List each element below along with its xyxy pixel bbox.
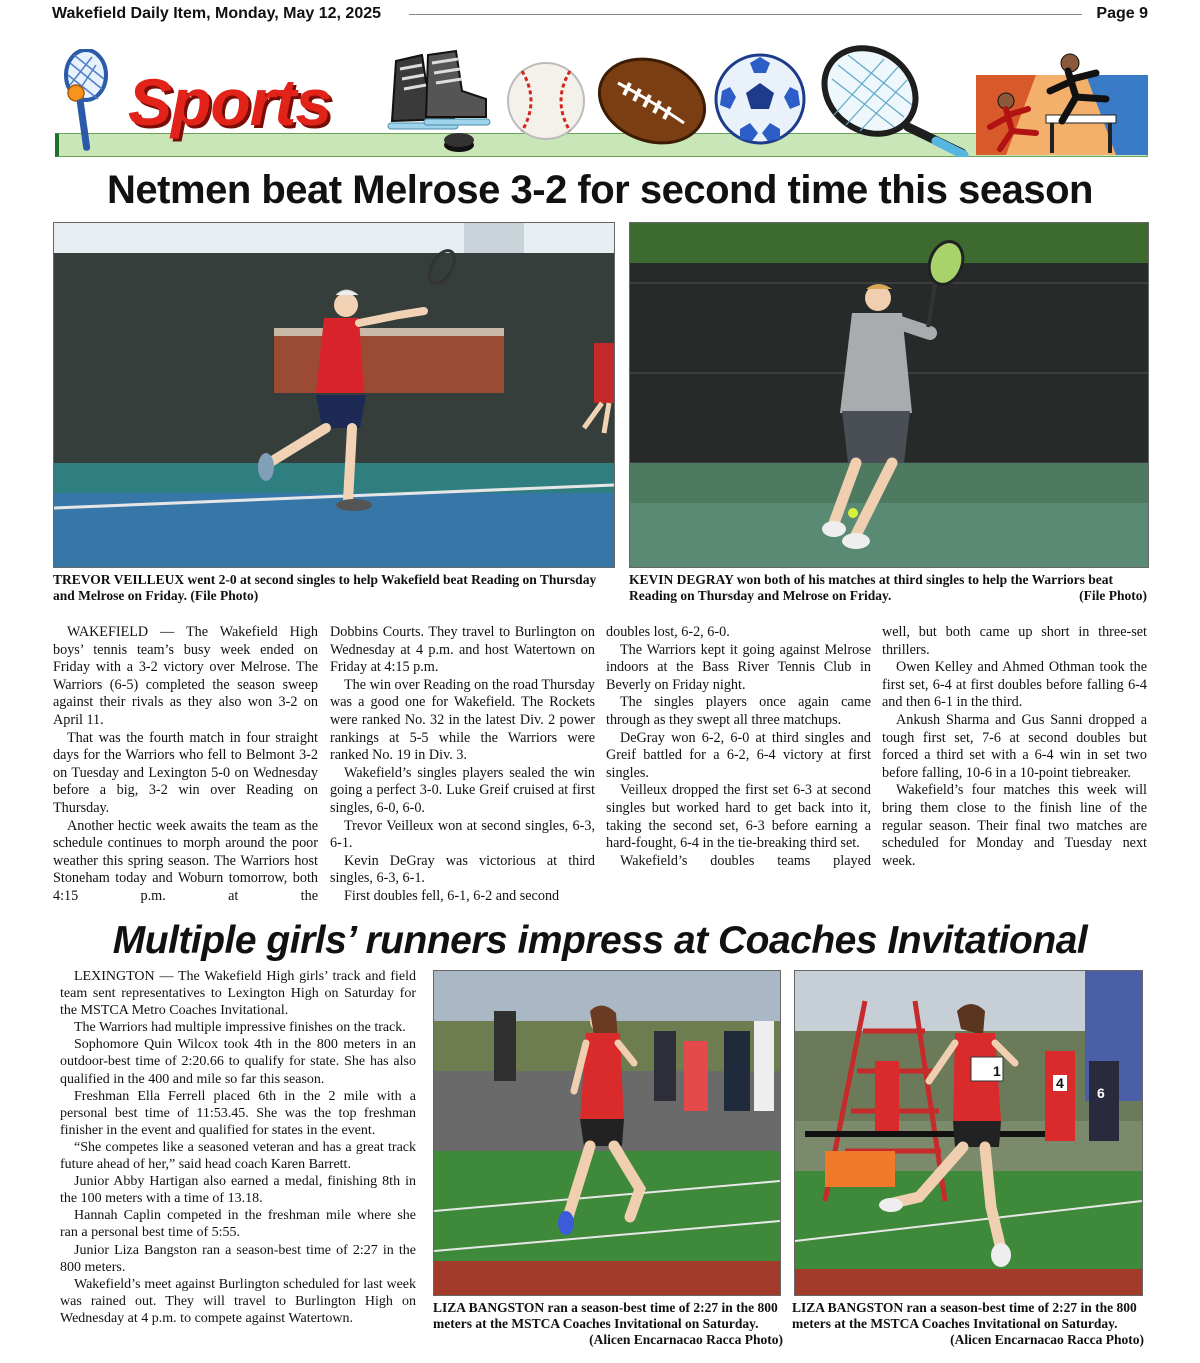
story1-column-2 (330, 624, 595, 906)
paragraph: Owen Kelley and Ahmed Othman took the first set, 6-4 at first doubles before falling 6-4 and then 6-1 in the third. (882, 659, 1147, 711)
story1-photo2-caption (629, 572, 1147, 604)
sports-banner (52, 45, 1148, 158)
story2-photo-bangston-2 (794, 970, 1143, 1296)
story2-photo1-credit: (Alicen Encarnacao Racca Photo) (589, 1332, 783, 1347)
publication-date: Wakefield Daily Item, Monday, May 12, 2025 (52, 5, 382, 22)
hockey-puck-icon (442, 131, 476, 153)
paragraph: That was the fourth match in four straight days for the Warriors who fell to Belmont 3-2 on Tuesday and Lexington 5-0 on Wednesday before a big, 3-2 win over Reading on Thursday. (53, 729, 318, 816)
football-icon (592, 45, 712, 157)
paragraph: Wakefield’s singles players sealed the win going a perfect 3-0. Luke Greif cruised at first singles, 6-0, 6-0. (330, 764, 595, 816)
story2-photo2-caption (792, 1300, 1144, 1348)
paragraph: Kevin DeGray was victorious at third singles, 6-3, 6-1. (330, 852, 595, 887)
story1-headline: Netmen beat Melrose 3-2 for second time this season (107, 168, 1093, 212)
story2-photo1-caption-text: LIZA BANGSTON ran a season-best time of 2:27 in the 800 meters at the MSTCA Coaches Invitational on Saturday. (433, 1300, 778, 1331)
soccer-ball-icon (712, 51, 808, 147)
paragraph: “She competes like a seasoned veteran and has a great track future ahead of her,” said head coach Karen Barrett. (60, 1139, 416, 1173)
paragraph: Freshman Ella Ferrell placed 6th in the 2 mile with a personal best time of 11:53.45. She was the top freshman finisher in the event and qualified for states in the event. (60, 1088, 416, 1138)
sports-section-title: Sports (128, 65, 332, 139)
bystander-bib-number: 6 (1097, 1085, 1105, 1101)
paragraph: First doubles fell, 6-1, 6-2 and second (344, 887, 560, 904)
folio-rule (409, 14, 1082, 15)
paragraph: Junior Liza Bangston ran a season-best time of 2:27 in the 800 meters. (60, 1242, 416, 1275)
story1-photo1-caption: TREVOR VEILLEUX went 2-0 at second singles to help Wakefield beat Reading on Thursday and Melrose on Friday. (File Photo) (53, 572, 597, 603)
story2-photo-bangston-1 (433, 970, 781, 1296)
paragraph: doubles lost, 6-2, 6-0. (606, 624, 730, 640)
tennis-racket-icon (812, 45, 972, 157)
paragraph: Sophomore Quin Wilcox took 4th in the 800 meters in an outdoor-best time of 2:20.66 to qualify for state. She has also qualified in the 400 and mile so far this season. (60, 1037, 416, 1087)
page-number: Page 9 (1096, 5, 1148, 22)
hurdler-icon (976, 45, 1148, 157)
paragraph: Junior Abby Hartigan also earned a medal, finishing 8th in the 100 meters with a time of 13.18. (60, 1174, 416, 1207)
paragraph: Veilleux dropped the first set 6-3 at second singles but worked hard to get back into it, taking the second set, 6-3 before earning a hard-fought, 6-4 in the tie-breaking third set. (606, 782, 871, 852)
runner-bib-number: 1 (993, 1063, 1001, 1079)
story2-photo2-caption-text: LIZA BANGSTON ran a season-best time of 2:27 in the 800 meters at the MSTCA Coaches Invitational on Saturday. (792, 1300, 1137, 1331)
paragraph: DeGray won 6-2, 6-0 at third singles and Greif battled for a 6-2, 6-4 victory at first singles. (606, 729, 871, 781)
paragraph: Another hectic week awaits the team as the schedule continues to morph around the poor weather this spring season. The Warriors host Stoneham today and Woburn tomorrow, both 4:15 p.m. at the (53, 817, 318, 904)
story1-photo2-caption-text: KEVIN DEGRAY won both of his matches at third singles to help the Warriors beat Reading on Thursday and Melrose on Friday. (629, 572, 1114, 603)
lacrosse-stick-icon (52, 49, 116, 153)
paragraph: well, but both came up short in three-set thrillers. (882, 624, 1147, 658)
story2-body (60, 968, 416, 1327)
paragraph: The singles players once again came through as they swept all three matchups. (606, 694, 871, 728)
paragraph: Ankush Sharma and Gus Sanni dropped a tough first set, 7-6 at second doubles but forced a third set with a 6-4 win in set two before falling, 10-6 in a 10-point tiebreaker. (882, 711, 1147, 781)
paragraph: Wakefield’s meet against Burlington scheduled for last week was rained out. They will travel to Burlington High on Wednesday at 4 p.m. to compete against Watertown. (60, 1276, 416, 1326)
page-folio (52, 2, 1148, 26)
baseball-icon (504, 59, 588, 143)
paragraph: WAKEFIELD — The Wakefield High boys’ tennis team’s busy week ended on Friday with a 3-2 victory over Melrose. The Warriors (6-5) completed the season sweep against their rivals as they also won 3-2 on April 11. (53, 624, 318, 728)
paragraph: Wakefield’s doubles teams played (620, 852, 871, 869)
bystander-bib-number: 4 (1053, 1075, 1067, 1091)
paragraph: Trevor Veilleux won at second singles, 6-3, 6-1. (330, 817, 595, 852)
paragraph: The win over Reading on the road Thursday was a good one for Wakefield. The Rockets were ranked No. 32 in the latest Div. 2 power rankings at 5-5 while the Warriors were ranked No. 19 in Div. 3. (330, 676, 595, 764)
paragraph: Wakefield’s four matches this week will bring them close to the finish line of the regular season. Their final two matches are scheduled for Monday and Tuesday next week. (882, 782, 1147, 869)
story2-photo2-credit: (Alicen Encarnacao Racca Photo) (950, 1332, 1144, 1347)
story1-column-3 (606, 624, 871, 870)
story2-headline: Multiple girls’ runners impress at Coaches Invitational (112, 919, 1088, 962)
story1-photo-veilleux (53, 222, 615, 568)
story1-column-1 (53, 624, 318, 906)
story1-column-4 (882, 624, 1147, 870)
paragraph: Hannah Caplin competed in the freshman mile where she ran a personal best time of 5:55. (60, 1208, 416, 1241)
paragraph: Dobbins Courts. They travel to Burlington on Wednesday at 4 p.m. and host Watertown on Friday at 4:15 p.m. (330, 624, 595, 676)
paragraph: LEXINGTON — The Wakefield High girls’ track and field team sent representatives to Lexington High on Saturday for the MSTCA Metro Coaches Invitational. (60, 969, 416, 1019)
story2-photo1-caption (433, 1300, 783, 1348)
paragraph: The Warriors kept it going against Melrose indoors at the Bass River Tennis Club in Beverly on Friday night. (606, 641, 871, 693)
story1-photo2-credit: (File Photo) (1079, 588, 1147, 603)
story1-photo-degray (629, 222, 1149, 568)
paragraph: The Warriors had multiple impressive finishes on the track. (74, 1020, 406, 1036)
